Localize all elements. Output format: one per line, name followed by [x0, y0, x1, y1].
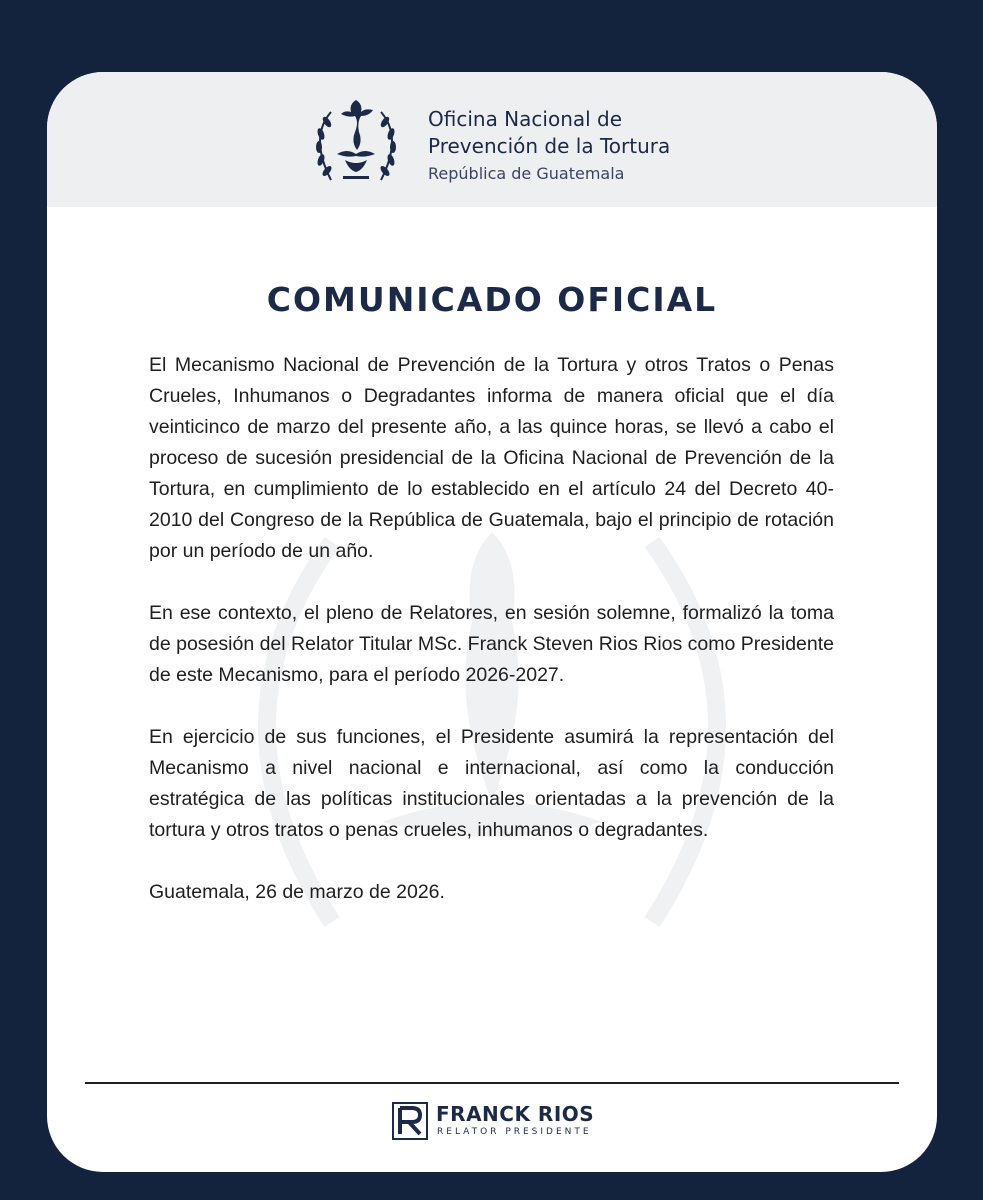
org-name-line1: Oficina Nacional de [428, 107, 623, 131]
org-country: República de Guatemala [428, 164, 625, 183]
paragraph-1: El Mecanismo Nacional de Prevención de la Tortura y otros Tratos o Penas Crueles, Inhumanos o Degradantes informa de manera oficial que el día veinticinco de marzo del presente año, a las quince horas, se llevó a cabo el proceso de sucesión presidencial de la Oficina Nacional de Prevención de la Tortura, en cumplimiento de lo establecido en el artículo 24 del Decreto 40-2010 del Congreso de la República de Guatemala, bajo el principio de rotación por un período de un año. [149, 354, 834, 562]
organization-name [428, 106, 670, 186]
footer-name: FRANCK RIOS [436, 1102, 595, 1126]
footer-role: RELATOR PRESIDENTE [437, 1127, 592, 1137]
page-title: COMUNICADO OFICIAL [266, 280, 718, 319]
communique-body [149, 350, 834, 939]
paragraph-2: En ese contexto, el pleno de Relatores, en sesión solemne, formalizó la toma de posesión del Relator Titular MSc. Franck Steven Rios Rios como Presidente de este Mecanismo, para el período 2026-2027. [149, 602, 834, 686]
laurel-wreath-dove-emblem-icon [301, 92, 411, 192]
fr-monogram-logo-icon [392, 1102, 428, 1140]
communique-card [47, 72, 937, 1172]
footer-divider [85, 1082, 899, 1084]
date-line: Guatemala, 26 de marzo de 2026. [149, 881, 445, 903]
paragraph-3: En ejercicio de sus funciones, el Presidente asumirá la representación del Mecanismo a nivel nacional e internacional, así como la conducción estratégica de las políticas institucionales orientadas a la prevención de la tortura y otros tratos o penas crueles, inhumanos o degradantes. [149, 726, 834, 841]
header-band [47, 72, 937, 207]
org-name-line2: Prevención de la Tortura [428, 134, 671, 158]
